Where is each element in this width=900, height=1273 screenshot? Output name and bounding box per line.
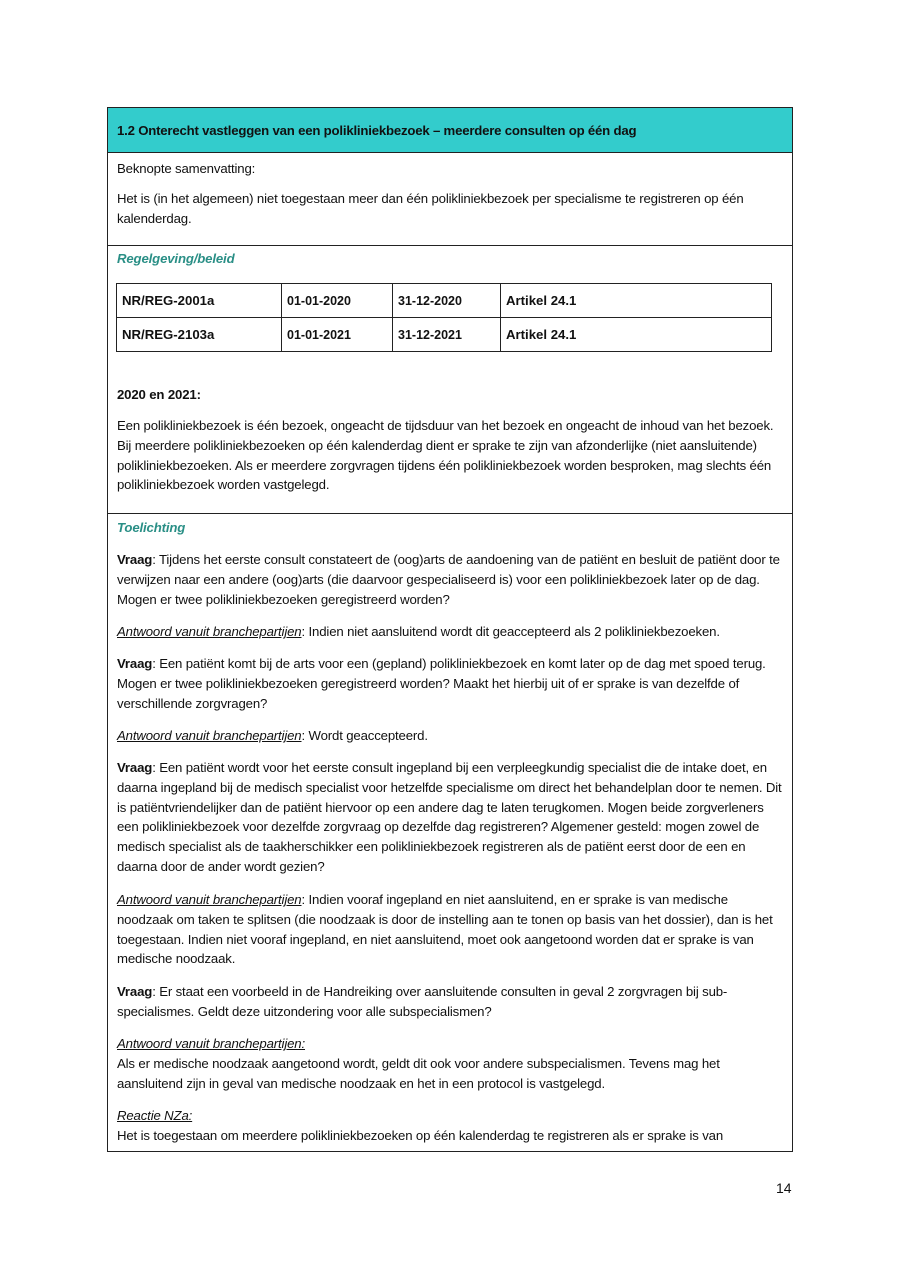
- summary-text: Het is (in het algemeen) niet toegestaan meer dan één polikliniekbezoek per specialisme te registreren op één kalenderdag.: [117, 191, 744, 226]
- summary-label: Beknopte samenvatting:: [117, 161, 256, 176]
- antwoord-label: Antwoord vanuit branchepartijen: [117, 892, 302, 907]
- article: Artikel 24.1: [501, 284, 772, 318]
- toelichting-section: [108, 514, 792, 1151]
- article: Artikel 24.1: [501, 318, 772, 352]
- regulation-code: NR/REG-2001a: [117, 284, 282, 318]
- vraag-text: : Tijdens het eerste consult constateert de (oog)arts de aandoening van de patiënt en besluit de patiënt door te verwijzen naar een andere (oog)arts (die daarvoor gespecialiseerd is) voor een polikliniekbezoek later op de dag. Mogen er twee polikliniekbezoeken geregistreerd worden?: [117, 552, 780, 607]
- antwoord-text: : Indien niet aansluitend wordt dit geaccepteerd als 2 polikliniekbezoeken.: [301, 624, 720, 639]
- antwoord-label: Antwoord vanuit branchepartijen:: [117, 1036, 306, 1051]
- answer-4-label: [117, 1034, 783, 1054]
- question-3: [117, 758, 783, 877]
- answer-4: Als er medische noodzaak aangetoond wordt, geldt dit ook voor andere subspecialismen. Tevens mag het aansluitend zijn in geval van medische noodzaak en het in een protocol is vastgelegd.: [117, 1056, 720, 1091]
- antwoord-label: Antwoord vanuit branchepartijen: [117, 624, 302, 639]
- reactie-label: [117, 1106, 783, 1126]
- question-2: [117, 654, 783, 713]
- answer-1: [117, 622, 783, 642]
- vraag-text: : Er staat een voorbeeld in de Handreiking over aansluitende consulten in geval 2 zorgvragen bij sub-specialismes. Geldt deze uitzondering voor alle subspecialismen?: [117, 984, 728, 1019]
- regelgeving-section: [108, 246, 792, 514]
- vraag-label: Vraag: [117, 656, 153, 671]
- antwoord-text: : Indien vooraf ingepland en niet aansluitend, en er sprake is van medische noodzaak om taken te splitsen (die noodzaak is door de instelling aan te tonen op basis van het dossier), dan is het toegestaan. Indien niet vooraf ingepland, en niet aansluitend, moet ook aangetoond worden dat er sprake is van medische noodzaak.: [117, 892, 773, 967]
- regelgeving-text: Een polikliniekbezoek is één bezoek, ongeacht de tijdsduur van het bezoek en ongeacht de inhoud van het bezoek. Bij meerdere polikliniekbezoeken op één kalenderdag dient er sprake te zijn van afzonderlijke (niet aansluitende) polikliniekbezoeken. Als er meerdere zorgvragen tijdens één polikliniekbezoek worden besproken, mag slechts één polikliniekbezoek worden vastgelegd.: [117, 418, 774, 493]
- vraag-label: Vraag: [117, 552, 153, 567]
- reactie-nza-label: Reactie NZa:: [117, 1108, 193, 1123]
- vraag-label: Vraag: [117, 984, 153, 999]
- end-date: 31-12-2021: [393, 318, 501, 352]
- answer-2: [117, 726, 783, 746]
- vraag-text: : Een patiënt komt bij de arts voor een (gepland) polikliniekbezoek en komt later op de dag met spoed terug. Mogen er twee polikliniekbezoeken geregistreerd worden? Maakt het hierbij uit of er sprake is van dezelfde of verschillende zorgvragen?: [117, 656, 766, 711]
- section-table: [107, 107, 793, 1152]
- table-row: [117, 318, 772, 352]
- regulation-code: NR/REG-2103a: [117, 318, 282, 352]
- start-date: 01-01-2020: [282, 284, 393, 318]
- antwoord-text: : Wordt geaccepteerd.: [301, 728, 428, 743]
- end-date: 31-12-2020: [393, 284, 501, 318]
- question-4: [117, 982, 783, 1022]
- question-1: [117, 550, 783, 609]
- section-header: [108, 108, 792, 153]
- answer-3: [117, 890, 783, 969]
- toelichting-title: Toelichting: [117, 520, 186, 535]
- start-date: 01-01-2021: [282, 318, 393, 352]
- page-number: 14: [776, 1180, 792, 1196]
- reactie-text: Het is toegestaan om meerdere polikliniekbezoeken op één kalenderdag te registreren als er sprake is van: [117, 1128, 724, 1143]
- section-title: 1.2 Onterecht vastleggen van een polikliniekbezoek – meerdere consulten op één dag: [117, 122, 637, 138]
- summary-section: [108, 153, 792, 246]
- regelgeving-title: Regelgeving/beleid: [117, 251, 235, 266]
- years-label: 2020 en 2021:: [117, 387, 201, 402]
- regulation-table: [116, 283, 772, 352]
- vraag-text: : Een patiënt wordt voor het eerste consult ingepland bij een verpleegkundig specialist die de intake doet, en daarna ingepland bij de medisch specialist voor hetzelfde specialisme om direct het behandelplan door te nemen. Dit is patiëntvriendelijker dan de patiënt hiervoor op een andere dag te laten terugkomen. Mogen beide zorgverleners een polikliniekbezoek voor dezelfde zorgvraag op dezelfde dag registreren? Algemener gesteld: mogen zowel de medisch specialist als de taakherschikker een polikliniekbezoek registreren als de patiënt eerst door de een en daarna door de ander wordt gezien?: [117, 760, 782, 874]
- vraag-label: Vraag: [117, 760, 153, 775]
- table-row: [117, 284, 772, 318]
- antwoord-label: Antwoord vanuit branchepartijen: [117, 728, 302, 743]
